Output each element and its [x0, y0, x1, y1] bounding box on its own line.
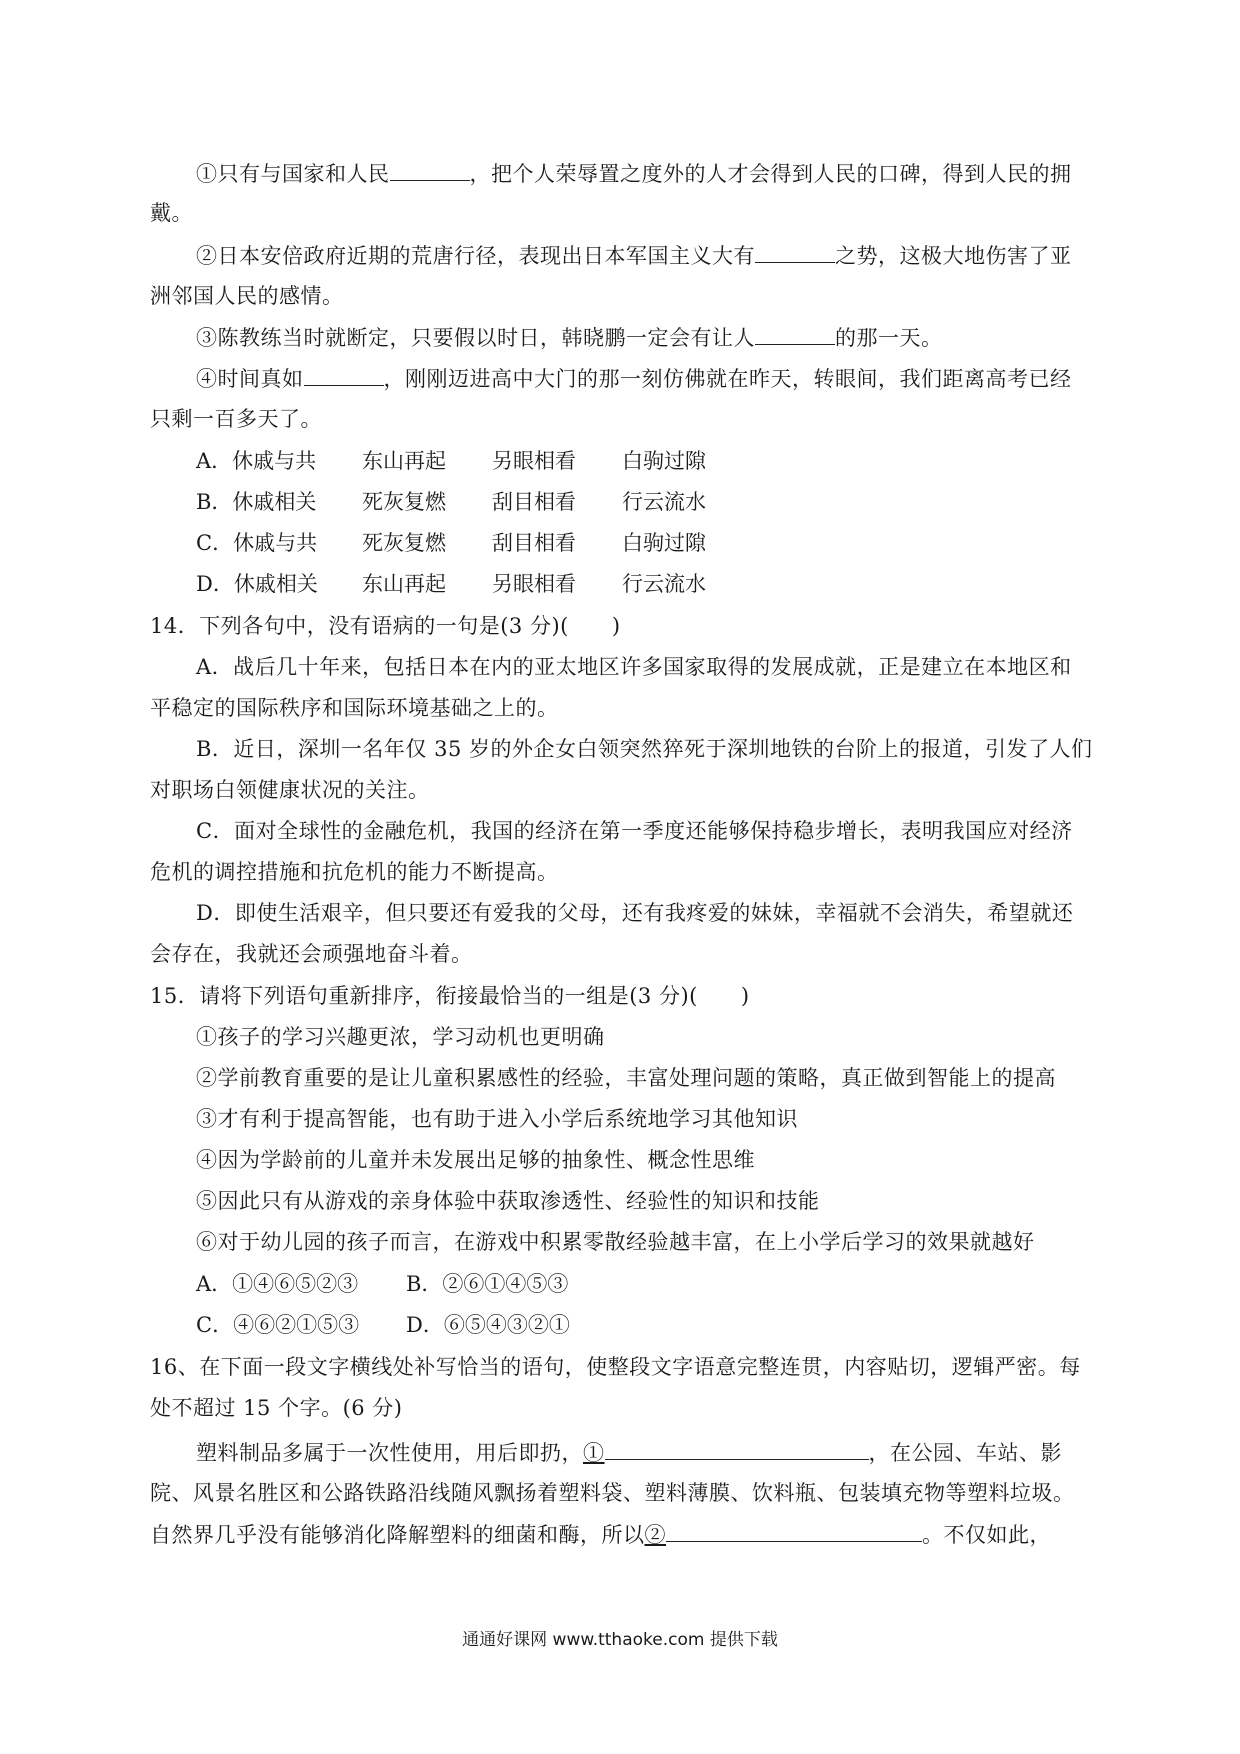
q16-paragraph-line-1 — [196, 1437, 1062, 1468]
text: 自然界几乎没有能够消化降解塑料的细菌和酶，所以 — [150, 1523, 645, 1547]
blank-marker: ② — [644, 1523, 666, 1547]
option-word: 行云流水 — [622, 572, 706, 596]
q14-option-a: A．战后几十年来，包括日本在内的亚太地区许多国家取得的发展成就，正是建立在本地区和 — [196, 655, 1072, 679]
option-word: C．休戚与共 — [196, 531, 318, 555]
q13-sentence-3 — [196, 322, 943, 353]
text: 之势，这极大地伤害了亚 — [835, 244, 1072, 268]
q16-paragraph-line-3 — [150, 1519, 1051, 1550]
text: 的那一天。 — [835, 326, 943, 350]
q15-stem: 15．请将下列语句重新排序，衔接最恰当的一组是(3 分)( ) — [150, 984, 750, 1008]
q14-option-c-cont: 危机的调控措施和抗危机的能力不断提高。 — [150, 860, 559, 884]
q15-item-1: ①孩子的学习兴趣更浓，学习动机也更明确 — [196, 1025, 605, 1049]
q14-option-b: B．近日，深圳一名年仅 35 岁的外企女白领突然猝死于深圳地铁的台阶上的报道，引发了人们 — [196, 737, 1093, 761]
q15-option-a: A．①④⑥⑤②③ — [196, 1272, 359, 1296]
q15-item-5: ⑤因此只有从游戏的亲身体验中获取渗透性、经验性的知识和技能 — [196, 1189, 820, 1213]
text: 。不仅如此， — [922, 1523, 1051, 1547]
text: ，把个人荣辱置之度外的人才会得到人民的口碑，得到人民的拥 — [469, 162, 1072, 186]
q15-item-2: ②学前教育重要的是让儿童积累感性的经验，丰富处理问题的策略，真正做到智能上的提高 — [196, 1066, 1056, 1090]
q16-stem-cont: 处不超过 15 个字。(6 分) — [150, 1396, 403, 1420]
q15-option-d: D．⑥⑤④③②① — [406, 1313, 570, 1337]
q13-sentence-1 — [196, 158, 1072, 189]
option-word: 白驹过隙 — [622, 531, 706, 555]
option-word: D．休戚相关 — [196, 572, 318, 596]
option-word: A．休戚与共 — [196, 449, 317, 473]
option-word: 白驹过隙 — [622, 449, 706, 473]
q14-option-b-cont: 对职场白领健康状况的关注。 — [150, 778, 430, 802]
q16-stem: 16、在下面一段文字横线处补写恰当的语句，使整段文字语意完整连贯，内容贴切，逻辑严密。每 — [150, 1355, 1081, 1379]
q16-paragraph-line-2: 院、风景名胜区和公路铁路沿线随风飘扬着塑料袋、塑料薄膜、饮料瓶、包装填充物等塑料垃圾。 — [150, 1481, 1075, 1505]
blank-line — [304, 363, 384, 386]
q15-item-3: ③才有利于提高智能，也有助于进入小学后系统地学习其他知识 — [196, 1107, 798, 1131]
q15-option-b: B．②⑥①④⑤③ — [406, 1272, 569, 1296]
blank-line — [755, 322, 835, 345]
text: ①只有与国家和人民 — [196, 162, 390, 186]
q14-stem: 14．下列各句中，没有语病的一句是(3 分)( ) — [150, 614, 621, 638]
q13-sentence-1-cont: 戴。 — [150, 201, 193, 225]
option-word: 行云流水 — [622, 490, 706, 514]
text: ③陈教练当时就断定，只要假以时日，韩晓鹏一定会有让人 — [196, 326, 755, 350]
q13-sentence-4 — [196, 363, 1072, 394]
blank-line — [390, 158, 470, 181]
blank-line — [755, 240, 835, 263]
text: ④时间真如 — [196, 367, 304, 391]
page-footer: 通通好课网 www.tthaoke.com 提供下载 — [462, 1630, 778, 1650]
q14-option-d-cont: 会存在，我就还会顽强地奋斗着。 — [150, 942, 473, 966]
q13-sentence-2 — [196, 240, 1072, 271]
text: ②日本安倍政府近期的荒唐行径，表现出日本军国主义大有 — [196, 244, 755, 268]
option-word: 死灰复燃 — [362, 531, 446, 555]
q15-item-6: ⑥对于幼儿园的孩子而言，在游戏中积累零散经验越丰富，在上小学后学习的效果就越好 — [196, 1230, 1035, 1254]
option-word: 刮目相看 — [492, 531, 576, 555]
answer-blank-2[interactable] — [666, 1519, 922, 1542]
text: ，刚刚迈进高中大门的那一刻仿佛就在昨天，转眼间，我们距离高考已经 — [383, 367, 1072, 391]
option-word: 死灰复燃 — [362, 490, 446, 514]
option-word: 另眼相看 — [492, 572, 576, 596]
option-word: 东山再起 — [362, 572, 446, 596]
text: 塑料制品多属于一次性使用，用后即扔， — [196, 1441, 583, 1465]
option-word: B．休戚相关 — [196, 490, 317, 514]
text: ，在公园、车站、影 — [868, 1441, 1062, 1465]
q14-option-a-cont: 平稳定的国际秩序和国际环境基础之上的。 — [150, 696, 559, 720]
q13-sentence-2-cont: 洲邻国人民的感情。 — [150, 284, 344, 308]
blank-marker: ① — [583, 1441, 605, 1465]
q15-option-c: C．④⑥②①⑤③ — [196, 1313, 360, 1337]
option-word: 另眼相看 — [492, 449, 576, 473]
option-word: 刮目相看 — [492, 490, 576, 514]
option-word: 东山再起 — [362, 449, 446, 473]
q14-option-c: C．面对全球性的金融危机，我国的经济在第一季度还能够保持稳步增长，表明我国应对经济 — [196, 819, 1073, 843]
q15-item-4: ④因为学龄前的儿童并未发展出足够的抽象性、概念性思维 — [196, 1148, 755, 1172]
q13-sentence-4-cont: 只剩一百多天了。 — [150, 407, 322, 431]
answer-blank-1[interactable] — [605, 1437, 869, 1460]
q14-option-d: D．即使生活艰辛，但只要还有爱我的父母，还有我疼爱的妹妹，幸福就不会消失，希望就还 — [196, 901, 1074, 925]
